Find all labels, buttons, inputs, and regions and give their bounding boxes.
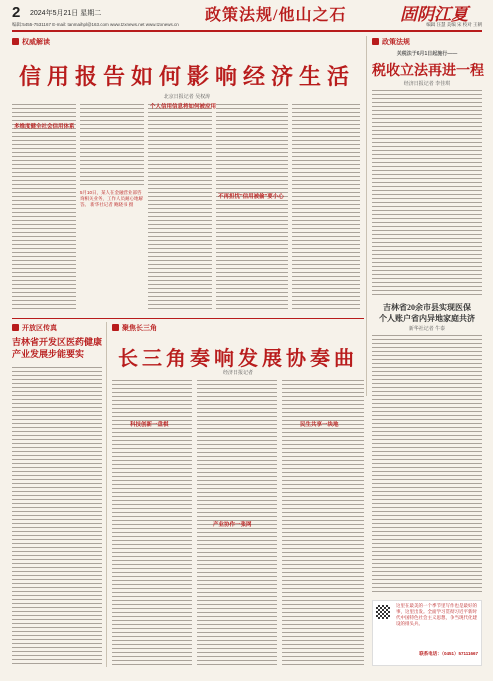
right-byline: 经济日报记者 李佳琪 [403, 81, 451, 87]
public-service-ad [372, 600, 482, 666]
bottom-divider [106, 322, 107, 667]
main-headline: 信用报告如何影响经济生活 [18, 64, 355, 89]
body-col-3 [148, 102, 212, 312]
masthead-rule [12, 30, 482, 32]
contacts: 编辑:5455-7531167 E-mail: tanmaihpl@163.com www.tzxnews.net www.tzxnews.cn [12, 22, 179, 27]
right-body [372, 88, 482, 298]
newspaper-logo: 固阴江夏 [400, 5, 468, 24]
tag-policy: 政策法规 [372, 37, 410, 47]
bottom-subhead-3: 民生共享一块地 [300, 422, 339, 428]
editors: 编辑 汪慧 美编 宋 校对 王朝 [426, 22, 482, 27]
right-headline: 税收立法再进一程 [372, 64, 484, 79]
bottom-headline: 长三角奏响发展协奏曲 [118, 348, 358, 370]
main-byline: 北京日报记者 吴权涛 [163, 94, 211, 100]
issue-date: 2024年5月21日 星期二 [30, 10, 102, 17]
right-bottom-title: 吉林省20余市县实现医保 [383, 303, 471, 312]
ad-contact: 联系电话：（0451）57111667 [419, 651, 478, 656]
tag-authoritative: 权威解读 [12, 37, 50, 47]
contact-line [12, 22, 482, 28]
right-bottom-body [372, 333, 482, 595]
caption-text: 5月10日，某人在金融营业部咨询相关业务，工作人员耐心地解答。 [80, 190, 143, 207]
bottom-left-body [12, 365, 102, 665]
tag-zone: 开放区传真 [12, 323, 57, 333]
bottom-left-headline: 吉林省开发区医药健康产业发展步能要实 [12, 337, 103, 359]
right-bottom-byline: 新华社记者 牛泰 [408, 326, 446, 332]
page-number: 2 [12, 4, 21, 21]
right-kicker: 关税法于6月1日起施行—— [396, 51, 458, 57]
bottom-byline: 经济日报记者 [222, 370, 253, 376]
right-bottom-title-2: 个人账户省内异地家庭共济 [379, 314, 475, 323]
subhead-2: 个人信用信息将如何被应用 [150, 104, 217, 110]
photo-caption [80, 190, 144, 250]
column-divider [366, 36, 367, 396]
subhead-1: 多维度健全社会信用体系 [14, 124, 75, 130]
tag-yrd: 聚焦长三角 [112, 323, 157, 333]
body-col-4 [216, 102, 288, 312]
body-col-5 [292, 102, 360, 312]
section-title: 政策法规/他山之石 [205, 7, 347, 24]
body-col-2a [80, 102, 144, 187]
subhead-3: 不再担忧"信用被偷"要小心 [218, 194, 284, 200]
qr-code-icon [376, 605, 390, 619]
section-rule [12, 318, 364, 319]
bottom-subhead-1: 科技创新一盘棋 [130, 422, 169, 428]
body-col-1 [12, 102, 76, 312]
bottom-subhead-2: 产业协作一张网 [213, 522, 252, 528]
ad-text: 这里在最美的一个季节里写作也是最好的事，这里出发。全面学习贯彻习近平新时代中国特色社会主义思想，争当现代化建设的排头兵。 [396, 603, 477, 626]
photo-credit: 新华社记者 鲍晓书 摄 [90, 202, 134, 207]
